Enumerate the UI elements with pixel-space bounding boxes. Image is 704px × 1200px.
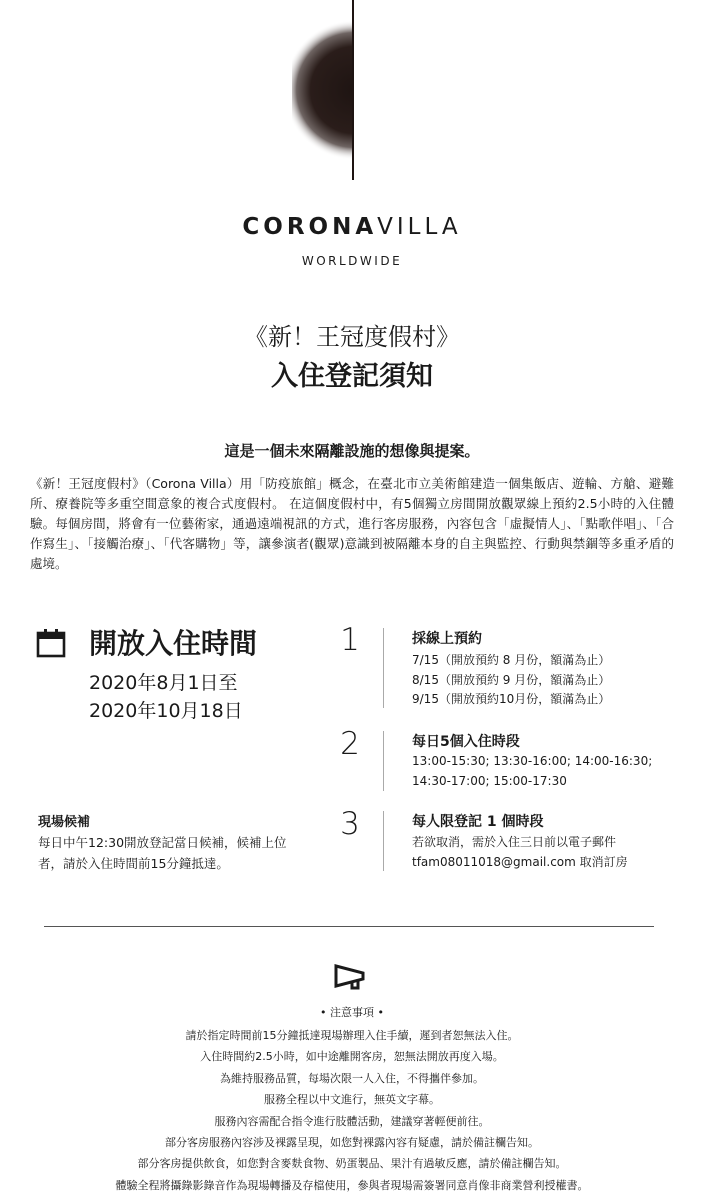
open-period-start: 2020年8月1日至 xyxy=(89,672,238,694)
note-item: 入住時間約2.5小時，如中途離開客房，恕無法開放再度入場。 xyxy=(200,1050,504,1064)
note-item: 為維持服務品質，每場次限一人入住，不得攜伴參加。 xyxy=(220,1071,484,1085)
step-title: 每人限登記 1 個時段 xyxy=(412,814,544,830)
walk-in-body: 每日中午12:30開放登記當日候補，候補上位者，請於入住時間前15分鐘抵達。 xyxy=(38,835,287,871)
step-detail-line: tfam08011018@gmail.com 取消訂房 xyxy=(412,854,628,869)
step-detail-line: 7/15（開放預約 8 月份，額滿為止） xyxy=(412,653,611,667)
note-item: 體驗全程將攝錄影錄音作為現場轉播及存檔使用，參與者現場需簽署同意肖像非商業營利授權書。 xyxy=(115,1178,589,1192)
intro-heading: 這是一個未來隔離設施的想像與提案。 xyxy=(224,442,480,460)
brand-name xyxy=(0,214,704,240)
step-number: 2 xyxy=(340,726,360,762)
note-item: 服務內容需配合指令進行肢體活動，建議穿著輕便前往。 xyxy=(214,1114,490,1128)
megaphone-icon xyxy=(333,962,367,990)
step-detail-line: 8/15（開放預約 9 月份，額滿為止） xyxy=(412,672,611,687)
brand-name-bold: CORONA xyxy=(242,214,378,240)
step-divider xyxy=(383,731,384,791)
step-detail-line: 9/15（開放預約10月份，額滿為止） xyxy=(412,692,611,706)
step-title: 採線上預約 xyxy=(412,631,482,647)
step-detail-line: 若欲取消，需於入住三日前以電子郵件 xyxy=(412,835,617,849)
notes-list xyxy=(0,1025,704,1196)
note-item: 服務全程以中文進行，無英文字幕。 xyxy=(264,1093,440,1107)
step-details xyxy=(412,833,628,872)
open-period-end: 2020年10月18日 xyxy=(89,700,243,722)
step-title: 每日5個入住時段 xyxy=(412,734,520,750)
brand-subtitle: WORLDWIDE xyxy=(301,254,403,268)
note-item: 部分客房提供飲食，如您對含麥麩食物、奶蛋製品、果汁有過敏反應，請於備註欄告知。 xyxy=(137,1157,567,1171)
step-number: 3 xyxy=(340,806,360,842)
walk-in-title: 現場候補 xyxy=(38,815,91,830)
brand-name-light: VILLA xyxy=(377,214,462,240)
step-detail-line: 14:30-17:00; 15:00-17:30 xyxy=(412,773,567,788)
step-detail-line: 13:00-15:30; 13:30-16:00; 14:00-16:30; xyxy=(412,754,653,768)
half-moon-logo-icon xyxy=(292,0,354,180)
step-details xyxy=(412,651,610,710)
note-item: 請於指定時間前15分鐘抵達現場辦理入住手續，遲到者恕無法入住。 xyxy=(185,1029,519,1042)
section-divider xyxy=(44,926,654,927)
notes-heading: • 注意事項 • xyxy=(320,1006,384,1019)
calendar-icon xyxy=(36,628,66,658)
step-number: 1 xyxy=(340,622,360,658)
page-title-line1: 《新！王冠度假村》 xyxy=(244,323,460,351)
intro-body: 《新！王冠度假村》（Corona Villa）用「防疫旅館」概念，在臺北市立美術館建造一個集飯店、遊輪、方艙、避難所、療養院等多重空間意象的複合式度假村。 在這個度假村中，有5個獨立房間開放觀眾線上預約2.5小時的入住體驗。每個房間，將會有一位藝術家，通過遠端視訊的方式，進行客房服務，內容包含「虛擬情人」、「點歌伴唱」、「合作寫生」、「接觸治療」、「代客購物」等，讓參演者(觀眾)意識到被隔離本身的自主與監控、行動與禁錮等多重矛盾的處境。 xyxy=(30,476,674,571)
step-details xyxy=(412,752,652,791)
step-divider xyxy=(383,628,384,708)
open-period-title: 開放入住時間 xyxy=(89,627,258,660)
note-item: 部分客房服務內容涉及裸露呈現，如您對裸露內容有疑慮，請於備註欄告知。 xyxy=(165,1136,539,1150)
step-divider xyxy=(383,811,384,871)
page-title-line2: 入住登記須知 xyxy=(271,361,433,392)
